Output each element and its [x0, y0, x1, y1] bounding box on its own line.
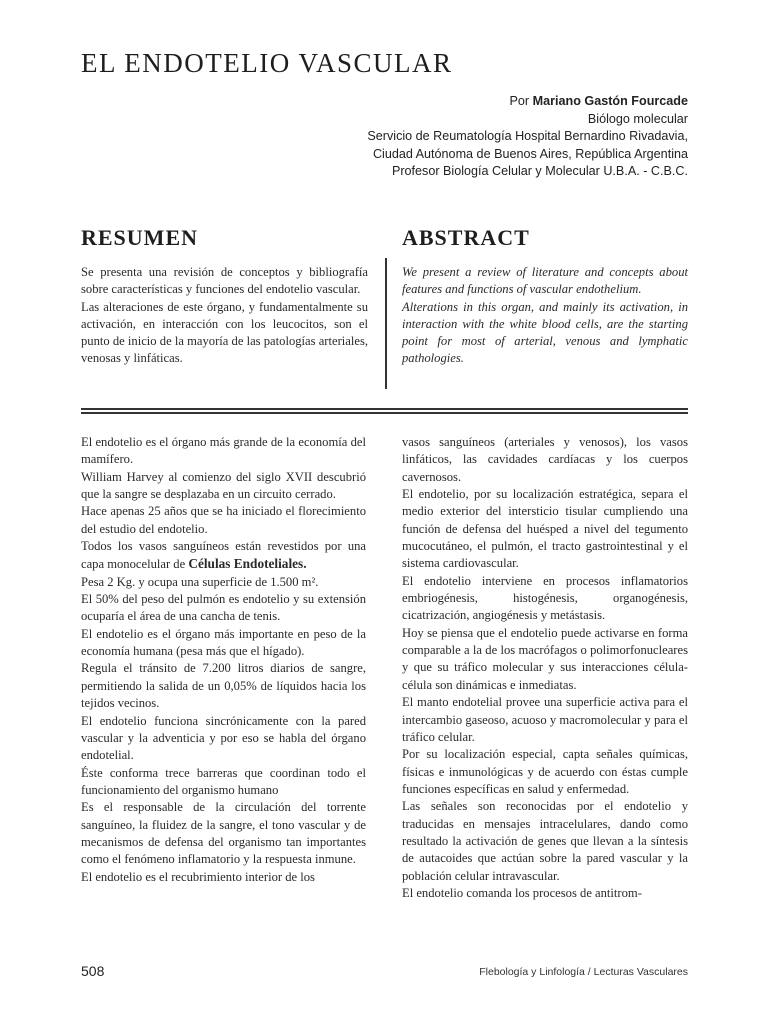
abstract-divider	[385, 258, 387, 389]
author-affiliation: Servicio de Reumatología Hospital Bernardino Rivadavia,	[367, 129, 688, 143]
body-paragraph: Las señales son reconocidas por el endotelio y traducidas en mensajes intracelulares, dando como resultado la activación de genes que llevan a la síntesis de autacoides que actúan sobre la pared vascular y la población celular intravascular.	[402, 799, 688, 883]
resumen-paragraph: Las alteraciones de este órgano, y fundamentalmente su activación, en interacción con los leucocitos, son el punto de inicio de la mayoría de las patologías arteriales, venosas y linfáticas.	[81, 299, 368, 366]
author-name: Mariano Gastón Fourcade	[532, 94, 688, 108]
body-paragraph: El endotelio interviene en procesos inflamatorios embriogénesis, histogénesis, organogénesis, cicatrización, angiogénesis y metástasis.	[402, 573, 688, 623]
endothelial-cells-term: Células Endoteliales.	[188, 556, 307, 572]
body-paragraph: Hoy se piensa que el endotelio puede activarse en forma comparable a la de los macrófagos o polimorfonucleares y que su tráfico molecular y sus interacciones célula-célula son dinámicas e inmediatas.	[402, 625, 688, 692]
body-paragraph: El 50% del peso del pulmón es endotelio y su extensión ocuparía el área de una cancha de tenis.	[81, 592, 366, 624]
body-paragraph: Éste conforma trece barreras que coordinan todo el funcionamiento del organismo humano	[81, 765, 366, 797]
body-paragraph: El endotelio es el órgano más importante en peso de la economía humana (pesa más que el hígado).	[81, 626, 366, 659]
author-block	[367, 93, 688, 181]
author-byline	[367, 93, 688, 111]
section-rule-bottom	[81, 412, 688, 414]
body-paragraph: Hace apenas 25 años que se ha iniciado el florecimiento del estudio del endotelio.	[81, 504, 366, 536]
body-paragraph: El manto endotelial provee una superficie activa para el intercambio gaseoso, acuoso y macromolecular y para el tráfico celular.	[402, 695, 688, 744]
body-paragraph: El endotelio, por su localización estratégica, separa el medio exterior del intersticio tisular cumpliendo una función de defensa del huésped a nivel del tegumento mucocutáneo, el pulmón, el tracto gastrointestinal y el sistema cardiovascular.	[402, 487, 688, 571]
section-rule-top	[81, 408, 688, 410]
body-paragraph: Por su localización especial, capta señales químicas, físicas e inmunológicas y de acuerdo con éstas cumple funciones específicas en salud y enfermedad.	[402, 747, 688, 796]
body-paragraph: El endotelio es el órgano más grande de la economía del mamífero.	[81, 435, 366, 467]
body-column-right	[402, 434, 688, 902]
author-location: Ciudad Autónoma de Buenos Aires, República Argentina	[372, 146, 688, 161]
abstract-body	[402, 264, 688, 368]
running-footer: Flebología y Linfología / Lecturas Vasculares	[479, 966, 688, 978]
body-text: Todos los vasos sanguíneos están revestidos por una capa monocelular de	[81, 539, 366, 572]
page-number: 508	[81, 963, 105, 979]
body-paragraph: El endotelio funciona sincrónicamente con la pared vascular y la adventicia y por eso se habla del órgano endotelial.	[81, 713, 366, 763]
body-paragraph: Es el responsable de la circulación del torrente sanguíneo, la fluidez de la sangre, el tono vascular y de mecanismos de defensa del organismo tan importantes como el fenómeno inflamatorio y la respuesta inmune.	[81, 800, 366, 867]
body-column-left	[81, 434, 366, 886]
author-title: Biólogo molecular	[587, 111, 688, 126]
body-paragraph: Pesa 2 Kg. y ocupa una superficie de 1.500 m².	[81, 574, 319, 589]
abstract-paragraph: We present a review of literature and concepts about features and functions of vascular endothelium.	[402, 265, 688, 297]
resumen-body	[81, 264, 368, 368]
body-paragraph	[81, 538, 366, 574]
body-paragraph: William Harvey al comienzo del siglo XVII descubrió que la sangre se desplazaba en un circuito cerrado.	[81, 469, 366, 502]
resumen-heading: RESUMEN	[81, 225, 199, 250]
author-prefix: Por	[509, 94, 533, 108]
body-paragraph: El endotelio comanda los procesos de antitrom-	[402, 885, 642, 900]
abstract-paragraph: Alterations in this organ, and mainly its activation, in interaction with the white blood cells, are the starting point for most of arterial, venous and lymphatic pathologies.	[402, 299, 688, 366]
body-paragraph: Regula el tránsito de 7.200 litros diarios de sangre, permitiendo la salida de un 0,05% de líquidos hacia los tejidos vecinos.	[81, 661, 366, 711]
author-position: Profesor Biología Celular y Molecular U.B.A. - C.B.C.	[391, 164, 688, 178]
article-title: EL ENDOTELIO VASCULAR	[81, 48, 453, 78]
resumen-paragraph: Se presenta una revisión de conceptos y bibliografía sobre características y funciones del endotelio vascular.	[81, 265, 368, 297]
body-paragraph: El endotelio es el recubrimiento interior de los	[81, 869, 315, 884]
abstract-heading: ABSTRACT	[402, 225, 530, 250]
body-paragraph: vasos sanguíneos (arteriales y venosos), los vasos linfáticos, las cavidades cardíacas y los cuerpos cavernosos.	[402, 435, 688, 484]
